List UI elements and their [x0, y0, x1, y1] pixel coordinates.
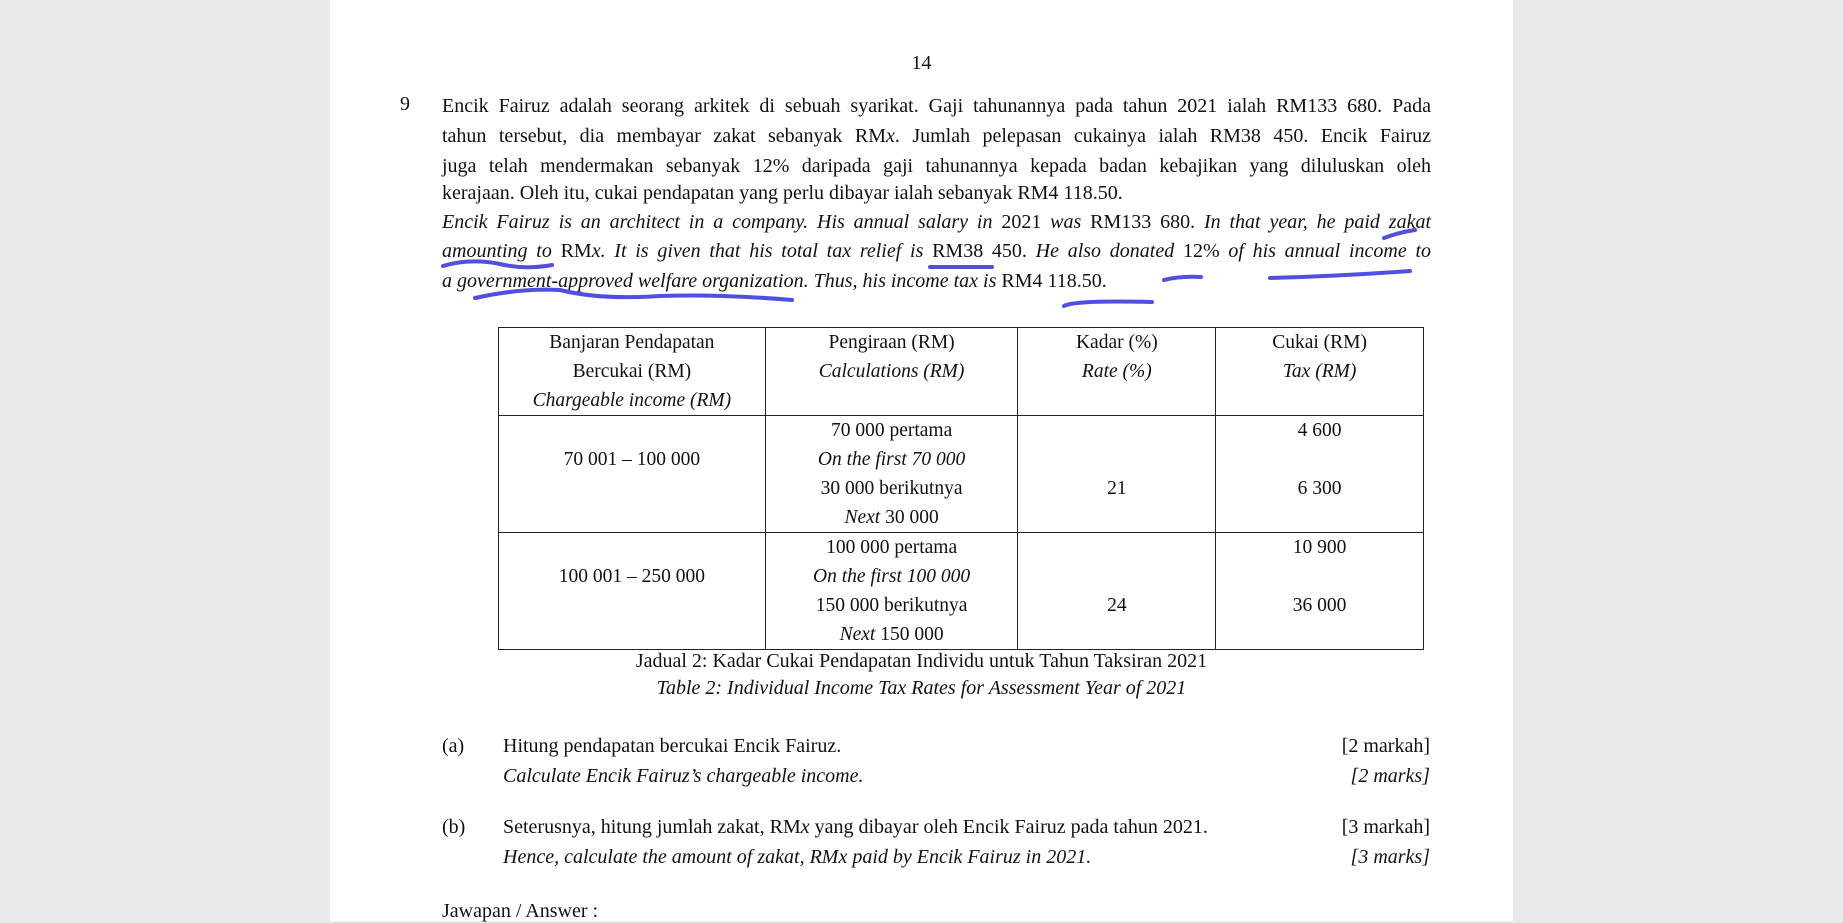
part-label: (b)	[442, 816, 466, 838]
header-tax	[1216, 328, 1424, 416]
text-segment: 12%	[1182, 240, 1220, 262]
tax-rate-table	[498, 327, 1424, 650]
text-segment: . Jumlah pelepasan cukainya ialah RM38 450. Encik Fairuz	[894, 125, 1432, 147]
table-row	[499, 533, 1424, 650]
text-segment: 2021	[1001, 211, 1042, 233]
calc-text: 30 000 berikutnya	[820, 478, 963, 499]
calc-text: 70 000 pertama	[830, 420, 953, 441]
range-text: 100 001 – 250 000	[558, 566, 705, 587]
rate-text: 24	[1107, 595, 1127, 616]
text-segment: Encik Fairuz adalah seorang arkitek di sebuah syarikat. Gaji tahunannya pada tahun 2021 ialah RM133 680. Pada	[442, 95, 1431, 117]
rate-cell	[1018, 533, 1216, 650]
calc-text: 150 000 berikutnya	[815, 595, 968, 616]
text-segment: RM	[560, 240, 592, 262]
text-segment: In that year, he paid zakat	[1195, 211, 1431, 233]
text-segment: kerajaan. Oleh itu, cukai pendapatan yang perlu dibayar ialah sebanyak RM4 118.50.	[442, 182, 1123, 204]
tax-text: 10 900	[1292, 537, 1347, 558]
header-text: Tax (RM)	[1282, 361, 1357, 382]
table-header-row	[499, 328, 1424, 416]
text-segment: amounting to	[442, 240, 561, 262]
calc-text: Next 30 000	[844, 507, 939, 528]
rate-text: 21	[1107, 478, 1127, 499]
tax-text: 6 300	[1297, 478, 1342, 499]
part-question-malay: Hitung pendapatan bercukai Encik Fairuz.	[503, 735, 842, 757]
rate-cell	[1018, 416, 1216, 533]
part-label: (a)	[442, 735, 465, 757]
marks-malay: [2 markah]	[1341, 735, 1430, 757]
text-segment: RM38 450.	[932, 240, 1027, 262]
text-segment: x. It is given that his total tax relief is	[591, 240, 933, 262]
calc-text: 100 000 pertama	[826, 537, 958, 558]
text-segment: was	[1041, 211, 1091, 233]
text-segment: a government-approved welfare organization. Thus, his income tax is	[442, 270, 1002, 292]
table-row	[499, 416, 1424, 533]
header-text: Chargeable income (RM)	[532, 390, 732, 411]
calc-text: On the first 100 000	[813, 566, 971, 587]
marks-malay: [3 markah]	[1341, 816, 1430, 838]
page-number: 14	[911, 52, 932, 74]
part-question-english: Hence, calculate the amount of zakat, RMx paid by Encik Fairuz in 2021.	[503, 846, 1092, 868]
malay_lines-line	[442, 180, 1431, 206]
calc-cell	[765, 533, 1018, 650]
english_lines-line	[442, 268, 1431, 294]
english_lines-line	[442, 238, 1431, 264]
tax-text: 4 600	[1297, 420, 1342, 441]
tax-cell	[1216, 416, 1424, 533]
range-text: 70 001 – 100 000	[563, 449, 701, 470]
header-text: Banjaran Pendapatan	[549, 332, 715, 353]
text-segment: Encik Fairuz is an architect in a company. His annual salary in	[442, 211, 1002, 233]
header-text: Cukai (RM)	[1272, 332, 1367, 353]
header-text: Rate (%)	[1081, 361, 1152, 382]
calc-text: Next 150 000	[839, 624, 944, 645]
tax-cell	[1216, 533, 1424, 650]
header-chargeable-income	[499, 328, 766, 416]
text-segment: of his annual income to	[1219, 240, 1432, 262]
malay_lines-line	[442, 93, 1431, 119]
range-cell	[499, 416, 766, 533]
text-segment: tahun tersebut, dia membayar zakat sebanyak RM	[442, 125, 886, 147]
range-cell	[499, 533, 766, 650]
marks-english: [2 marks]	[1350, 765, 1430, 787]
table-caption-english: Table 2: Individual Income Tax Rates for Assessment Year of 2021	[656, 677, 1187, 699]
calc-text: On the first 70 000	[817, 449, 966, 470]
part-question-malay: Seterusnya, hitung jumlah zakat, RMx yang dibayar oleh Encik Fairuz pada tahun 2021.	[503, 816, 1208, 838]
english_lines-line	[442, 209, 1431, 235]
marks-english: [3 marks]	[1350, 846, 1430, 868]
text-segment: x	[886, 125, 895, 147]
text-segment: He also donated	[1026, 240, 1183, 262]
header-text: Bercukai (RM)	[572, 361, 692, 382]
header-text: Kadar (%)	[1075, 332, 1158, 353]
header-text: Calculations (RM)	[818, 361, 965, 382]
text-segment: RM4 118.50.	[1001, 270, 1107, 292]
table-caption-malay: Jadual 2: Kadar Cukai Pendapatan Individu untuk Tahun Taksiran 2021	[635, 650, 1208, 672]
question-number: 9	[400, 93, 410, 115]
header-rate	[1018, 328, 1216, 416]
text-segment: juga telah mendermakan sebanyak 12% daripada gaji tahunannya kepada badan kebajikan yang diluluskan oleh	[442, 155, 1431, 177]
malay_lines-line	[442, 153, 1431, 179]
malay_lines-line	[442, 123, 1431, 149]
header-calculations	[765, 328, 1018, 416]
tax-text: 36 000	[1292, 595, 1347, 616]
answer-label: Jawapan / Answer :	[442, 900, 599, 922]
part-question-english: Calculate Encik Fairuz’s chargeable income.	[503, 765, 864, 787]
header-text: Pengiraan (RM)	[828, 332, 955, 353]
calc-cell	[765, 416, 1018, 533]
text-segment: RM133 680.	[1090, 211, 1196, 233]
